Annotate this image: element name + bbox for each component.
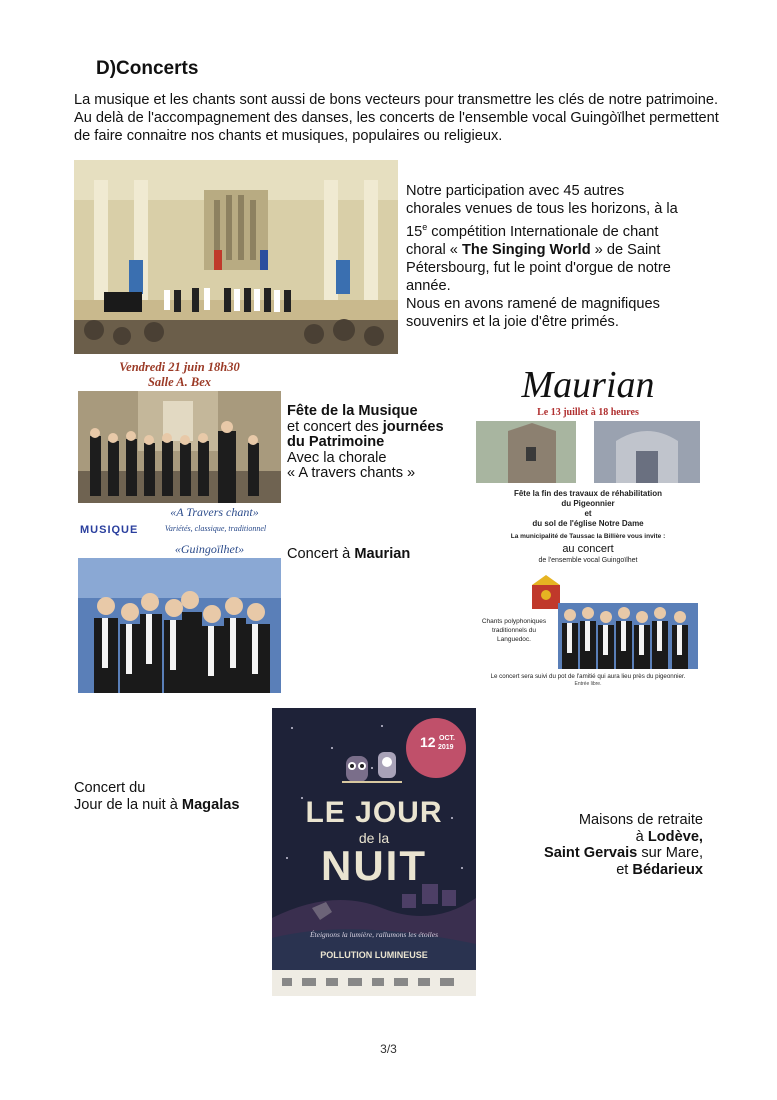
maurian-t1: Fête la fin des travaux de réhabilitation xyxy=(513,489,663,498)
nuit-title2: de la xyxy=(358,830,390,846)
nuit-year: 2019 xyxy=(438,744,454,751)
singing-world-photo xyxy=(74,160,398,354)
section-heading: D)Concerts xyxy=(96,58,199,79)
maurian-title: Maurian xyxy=(521,364,655,406)
text-line: Notre participation avec 45 autres xyxy=(406,183,625,199)
poster-date: Vendredi 21 juin 18h30 xyxy=(119,360,240,374)
maurian-t4: du sol de l'église Notre Dame xyxy=(532,519,644,528)
fete-musique-text xyxy=(287,404,472,482)
maisons-retraite-text xyxy=(500,812,703,878)
maurian-t7: de l'ensemble vocal Guingoïlhet xyxy=(538,557,638,564)
maurian-poster xyxy=(476,363,700,688)
poster-tagline: Variétés, classique, traditionnel xyxy=(164,524,267,533)
text-line: à Lodève, xyxy=(635,828,703,845)
maurian-side: Chants polyphoniques traditionnels du Languedoc. xyxy=(481,618,547,643)
text-line: Avec la chorale xyxy=(287,449,387,466)
text-line: année. xyxy=(406,277,451,294)
fete-logo: MUSIQUE xyxy=(80,524,139,536)
nuit-day: 12 xyxy=(420,734,436,750)
maurian-bottom: Le concert sera suivi du pot de l'amitié qui aura lieu près du pigeonnier. xyxy=(490,673,686,680)
page-number: 3/3 xyxy=(380,1042,397,1056)
nuit-title1: LE JOUR xyxy=(305,796,443,829)
text-line: Pétersbourg, fut le point d'orgue de notre xyxy=(406,259,671,276)
text-line: chorales venues de tous les horizons, à la xyxy=(406,201,678,217)
text-line: et Bédarieux xyxy=(616,861,703,878)
text-line: choral « The Singing World » de Saint xyxy=(406,241,661,258)
text-line: et concert des journées xyxy=(287,418,444,435)
jour-nuit-text xyxy=(74,780,274,813)
text-line: Fête de la Musique xyxy=(287,403,418,419)
maurian-t5: La municipalité de Taussac la Billière vous invite : xyxy=(510,533,666,540)
maurian-t3: et xyxy=(584,509,592,518)
maurian-entry: Entrée libre. xyxy=(574,681,602,687)
intro-paragraph: La musique et les chants sont aussi de bons vecteurs pour transmettre les clés de notre patrimoine. Au delà de l'accompagnement des danses, les concerts de l'ensemble vocal Guingòïlhet permettent de faire connaitre nos chants et musiques, populaires ou religieux. xyxy=(74,92,719,144)
nuit-bottom1: Éteignons la lumière, rallumons les étoiles xyxy=(309,930,439,939)
text-line: souvenirs et la joie d'être primés. xyxy=(406,313,619,330)
maurian-caption: Concert à Maurian xyxy=(287,546,411,562)
poster-venue: Salle A. Bex xyxy=(147,375,212,389)
maurian-t6: au concert xyxy=(562,543,614,555)
text-line: Maisons de retraite xyxy=(578,812,703,828)
nuit-bottom2: POLLUTION LUMINEUSE xyxy=(320,950,428,960)
text-line: 15e compétition Internationale de chant xyxy=(406,222,659,240)
nuit-month: OCT. xyxy=(439,735,455,742)
text-line: Saint Gervais sur Mare, xyxy=(544,845,703,861)
singing-world-text xyxy=(406,182,716,331)
poster-choir2: «Guingoïlhet» xyxy=(174,542,245,556)
text-line: Concert du xyxy=(74,780,146,796)
fete-musique-poster xyxy=(78,358,281,693)
jour-nuit-poster xyxy=(272,708,476,996)
nuit-title3: NUIT xyxy=(321,842,427,889)
maurian-t2: du Pigeonnier xyxy=(561,499,615,508)
poster-choir1: «A Travers chant» xyxy=(170,505,259,519)
text-line: du Patrimoine xyxy=(287,434,385,450)
text-line: Jour de la nuit à Magalas xyxy=(74,796,240,813)
maurian-date: Le 13 juillet à 18 heures xyxy=(537,407,639,418)
text-line: Nous en avons ramené de magnifiques xyxy=(406,295,660,312)
text-line: « A travers chants » xyxy=(287,465,416,481)
